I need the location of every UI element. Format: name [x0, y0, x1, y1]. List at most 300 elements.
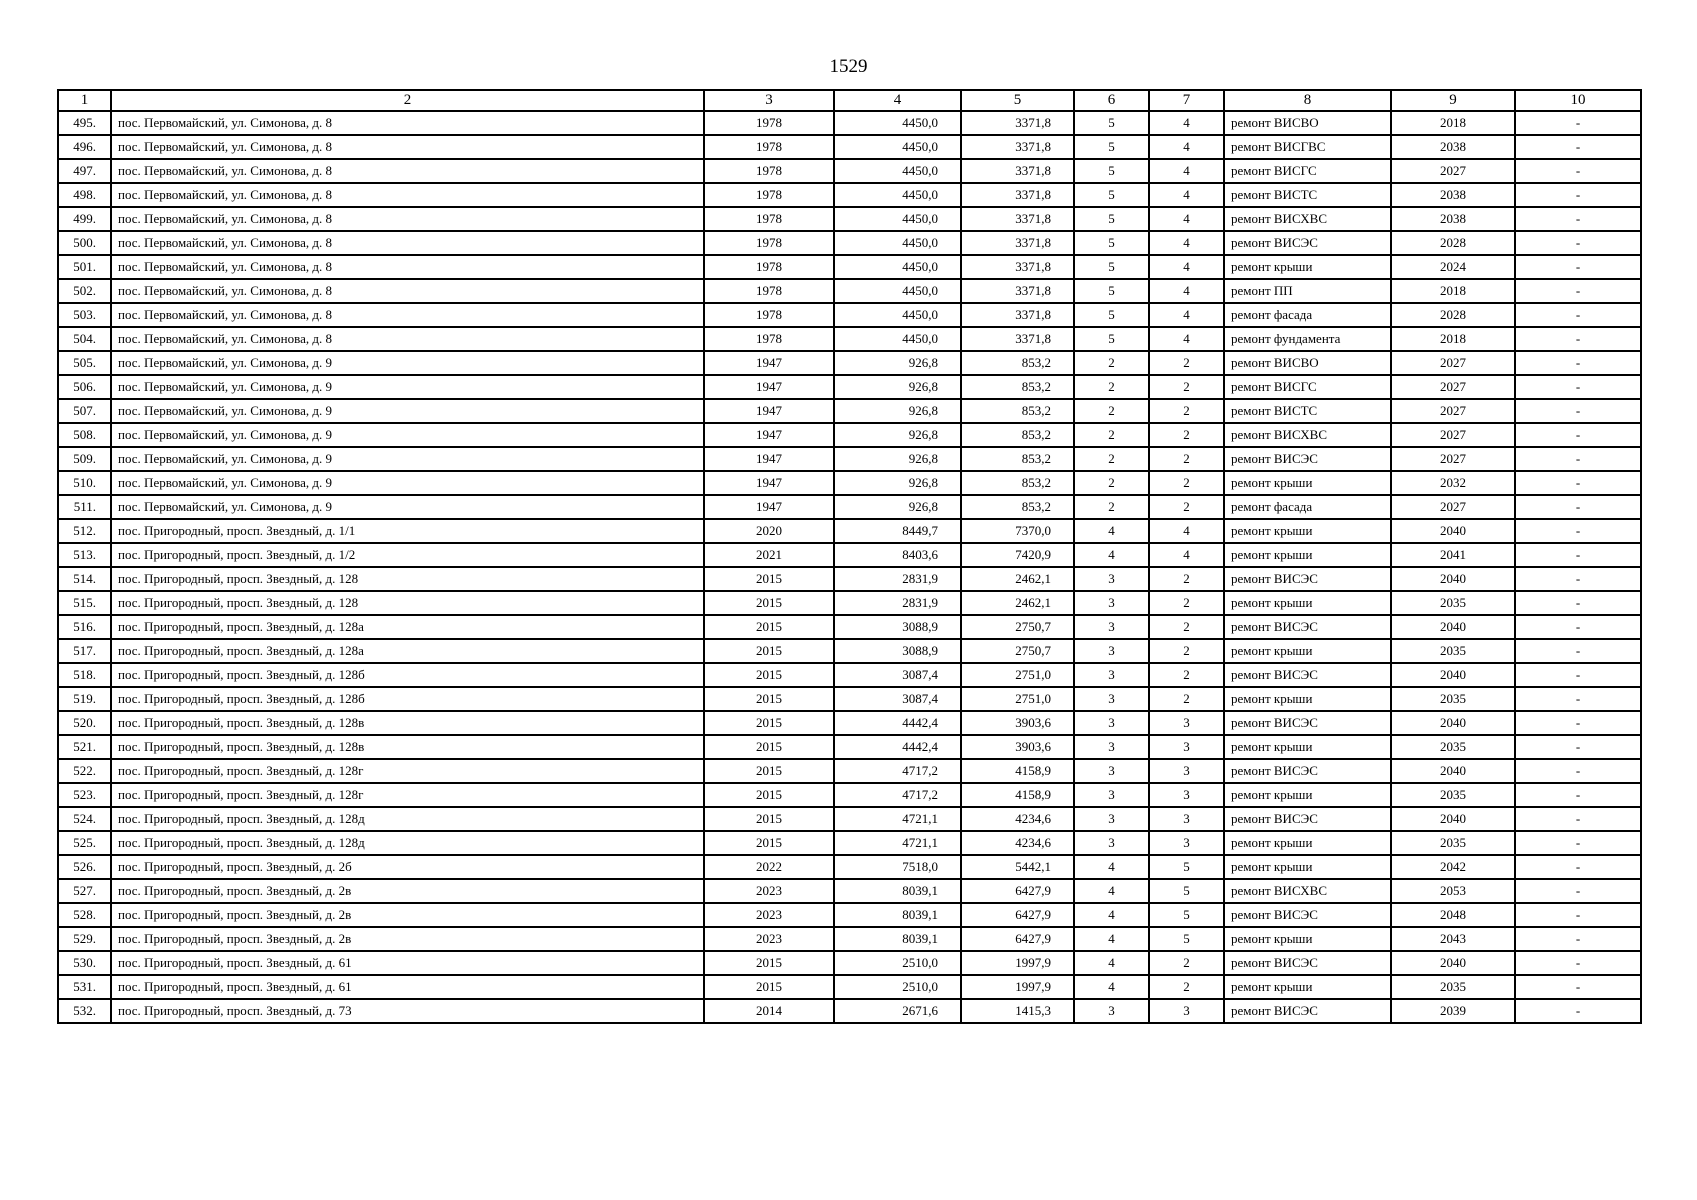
living-area-cell: 4234,6 — [961, 807, 1074, 831]
note-cell: - — [1515, 615, 1641, 639]
address-cell: пос. Первомайский, ул. Симонова, д. 8 — [111, 159, 704, 183]
floors-cell: 4 — [1074, 903, 1149, 927]
work-type-cell: ремонт крыши — [1224, 927, 1391, 951]
entrances-cell: 5 — [1149, 927, 1224, 951]
living-area-cell: 3371,8 — [961, 231, 1074, 255]
entrances-cell: 4 — [1149, 519, 1224, 543]
row-number-cell: 512. — [58, 519, 111, 543]
table-row — [58, 591, 1641, 615]
row-number-cell: 504. — [58, 327, 111, 351]
row-number-cell: 514. — [58, 567, 111, 591]
entrances-cell: 2 — [1149, 615, 1224, 639]
planned-year-cell: 2027 — [1391, 159, 1515, 183]
work-type-cell: ремонт ВИСЭС — [1224, 447, 1391, 471]
total-area-cell: 4450,0 — [834, 207, 961, 231]
page-number: 1529 — [829, 56, 868, 77]
note-cell: - — [1515, 783, 1641, 807]
header-cell: 9 — [1391, 90, 1515, 111]
row-number-cell: 508. — [58, 423, 111, 447]
table-row — [58, 375, 1641, 399]
entrances-cell: 4 — [1149, 327, 1224, 351]
living-area-cell: 1997,9 — [961, 951, 1074, 975]
floors-cell: 3 — [1074, 567, 1149, 591]
entrances-cell: 4 — [1149, 279, 1224, 303]
table-row — [58, 783, 1641, 807]
header-cell: 6 — [1074, 90, 1149, 111]
entrances-cell: 2 — [1149, 639, 1224, 663]
floors-cell: 3 — [1074, 711, 1149, 735]
total-area-cell: 4450,0 — [834, 303, 961, 327]
planned-year-cell: 2040 — [1391, 711, 1515, 735]
row-number-cell: 526. — [58, 855, 111, 879]
row-number-cell: 498. — [58, 183, 111, 207]
work-type-cell: ремонт крыши — [1224, 471, 1391, 495]
year-cell: 1978 — [704, 111, 834, 135]
floors-cell: 4 — [1074, 855, 1149, 879]
table-row — [58, 687, 1641, 711]
entrances-cell: 2 — [1149, 951, 1224, 975]
planned-year-cell: 2027 — [1391, 399, 1515, 423]
living-area-cell: 2751,0 — [961, 663, 1074, 687]
entrances-cell: 5 — [1149, 903, 1224, 927]
row-number-cell: 530. — [58, 951, 111, 975]
total-area-cell: 926,8 — [834, 423, 961, 447]
living-area-cell: 3371,8 — [961, 159, 1074, 183]
work-type-cell: ремонт ВИСТС — [1224, 399, 1391, 423]
work-type-cell: ремонт ВИСГС — [1224, 159, 1391, 183]
total-area-cell: 2510,0 — [834, 975, 961, 999]
note-cell: - — [1515, 759, 1641, 783]
work-type-cell: ремонт крыши — [1224, 255, 1391, 279]
row-number-cell: 520. — [58, 711, 111, 735]
living-area-cell: 6427,9 — [961, 927, 1074, 951]
living-area-cell: 3903,6 — [961, 711, 1074, 735]
total-area-cell: 4717,2 — [834, 783, 961, 807]
entrances-cell: 2 — [1149, 567, 1224, 591]
floors-cell: 2 — [1074, 351, 1149, 375]
header-cell: 2 — [111, 90, 704, 111]
year-cell: 2021 — [704, 543, 834, 567]
table-row — [58, 663, 1641, 687]
planned-year-cell: 2035 — [1391, 831, 1515, 855]
total-area-cell: 3087,4 — [834, 663, 961, 687]
planned-year-cell: 2048 — [1391, 903, 1515, 927]
table-row — [58, 927, 1641, 951]
year-cell: 2020 — [704, 519, 834, 543]
total-area-cell: 926,8 — [834, 351, 961, 375]
planned-year-cell: 2043 — [1391, 927, 1515, 951]
floors-cell: 5 — [1074, 279, 1149, 303]
entrances-cell: 5 — [1149, 855, 1224, 879]
floors-cell: 3 — [1074, 591, 1149, 615]
floors-cell: 4 — [1074, 543, 1149, 567]
address-cell: пос. Первомайский, ул. Симонова, д. 9 — [111, 423, 704, 447]
planned-year-cell: 2040 — [1391, 567, 1515, 591]
work-type-cell: ремонт ВИСЭС — [1224, 903, 1391, 927]
work-type-cell: ремонт крыши — [1224, 591, 1391, 615]
note-cell: - — [1515, 519, 1641, 543]
year-cell: 1947 — [704, 495, 834, 519]
year-cell: 1978 — [704, 183, 834, 207]
planned-year-cell: 2032 — [1391, 471, 1515, 495]
address-cell: пос. Первомайский, ул. Симонова, д. 9 — [111, 471, 704, 495]
planned-year-cell: 2018 — [1391, 279, 1515, 303]
year-cell: 2015 — [704, 759, 834, 783]
table-row — [58, 519, 1641, 543]
row-number-cell: 507. — [58, 399, 111, 423]
note-cell: - — [1515, 687, 1641, 711]
living-area-cell: 853,2 — [961, 351, 1074, 375]
floors-cell: 5 — [1074, 111, 1149, 135]
row-number-cell: 523. — [58, 783, 111, 807]
floors-cell: 5 — [1074, 207, 1149, 231]
address-cell: пос. Пригородный, просп. Звездный, д. 128 — [111, 567, 704, 591]
floors-cell: 5 — [1074, 255, 1149, 279]
year-cell: 1978 — [704, 327, 834, 351]
total-area-cell: 8403,6 — [834, 543, 961, 567]
living-area-cell: 1415,3 — [961, 999, 1074, 1023]
floors-cell: 3 — [1074, 807, 1149, 831]
note-cell: - — [1515, 879, 1641, 903]
address-cell: пос. Пригородный, просп. Звездный, д. 128б — [111, 687, 704, 711]
note-cell: - — [1515, 543, 1641, 567]
entrances-cell: 5 — [1149, 879, 1224, 903]
entrances-cell: 4 — [1149, 111, 1224, 135]
living-area-cell: 3371,8 — [961, 183, 1074, 207]
note-cell: - — [1515, 111, 1641, 135]
entrances-cell: 4 — [1149, 231, 1224, 255]
address-cell: пос. Пригородный, просп. Звездный, д. 61 — [111, 951, 704, 975]
total-area-cell: 2831,9 — [834, 567, 961, 591]
living-area-cell: 853,2 — [961, 447, 1074, 471]
living-area-cell: 3371,8 — [961, 255, 1074, 279]
table-row — [58, 567, 1641, 591]
address-cell: пос. Пригородный, просп. Звездный, д. 1/1 — [111, 519, 704, 543]
row-number-cell: 510. — [58, 471, 111, 495]
total-area-cell: 8039,1 — [834, 927, 961, 951]
address-cell: пос. Первомайский, ул. Симонова, д. 9 — [111, 447, 704, 471]
entrances-cell: 3 — [1149, 783, 1224, 807]
row-number-cell: 509. — [58, 447, 111, 471]
row-number-cell: 529. — [58, 927, 111, 951]
planned-year-cell: 2035 — [1391, 639, 1515, 663]
address-cell: пос. Пригородный, просп. Звездный, д. 128д — [111, 807, 704, 831]
floors-cell: 3 — [1074, 663, 1149, 687]
floors-cell: 2 — [1074, 399, 1149, 423]
table-row — [58, 159, 1641, 183]
work-type-cell: ремонт фасада — [1224, 303, 1391, 327]
work-type-cell: ремонт ВИСХВС — [1224, 879, 1391, 903]
total-area-cell: 2510,0 — [834, 951, 961, 975]
table-row — [58, 183, 1641, 207]
work-type-cell: ремонт крыши — [1224, 687, 1391, 711]
floors-cell: 5 — [1074, 231, 1149, 255]
table-row — [58, 495, 1641, 519]
planned-year-cell: 2027 — [1391, 447, 1515, 471]
entrances-cell: 4 — [1149, 159, 1224, 183]
year-cell: 1978 — [704, 255, 834, 279]
address-cell: пос. Пригородный, просп. Звездный, д. 128г — [111, 783, 704, 807]
living-area-cell: 3371,8 — [961, 207, 1074, 231]
living-area-cell: 3371,8 — [961, 135, 1074, 159]
year-cell: 1978 — [704, 207, 834, 231]
address-cell: пос. Первомайский, ул. Симонова, д. 8 — [111, 255, 704, 279]
work-type-cell: ремонт крыши — [1224, 831, 1391, 855]
row-number-cell: 511. — [58, 495, 111, 519]
row-number-cell: 531. — [58, 975, 111, 999]
row-number-cell: 496. — [58, 135, 111, 159]
table-row — [58, 231, 1641, 255]
work-type-cell: ремонт ВИСЭС — [1224, 663, 1391, 687]
year-cell: 2015 — [704, 951, 834, 975]
table-row — [58, 351, 1641, 375]
row-number-cell: 499. — [58, 207, 111, 231]
address-cell: пос. Первомайский, ул. Симонова, д. 9 — [111, 375, 704, 399]
total-area-cell: 4450,0 — [834, 111, 961, 135]
total-area-cell: 3088,9 — [834, 615, 961, 639]
total-area-cell: 4450,0 — [834, 159, 961, 183]
note-cell: - — [1515, 975, 1641, 999]
entrances-cell: 2 — [1149, 423, 1224, 447]
table-row — [58, 399, 1641, 423]
address-cell: пос. Пригородный, просп. Звездный, д. 128в — [111, 711, 704, 735]
work-type-cell: ремонт ВИСЭС — [1224, 711, 1391, 735]
entrances-cell: 3 — [1149, 831, 1224, 855]
living-area-cell: 2462,1 — [961, 591, 1074, 615]
address-cell: пос. Первомайский, ул. Симонова, д. 8 — [111, 303, 704, 327]
address-cell: пос. Пригородный, просп. Звездный, д. 73 — [111, 999, 704, 1023]
year-cell: 2022 — [704, 855, 834, 879]
address-cell: пос. Первомайский, ул. Симонова, д. 9 — [111, 399, 704, 423]
planned-year-cell: 2027 — [1391, 495, 1515, 519]
planned-year-cell: 2035 — [1391, 735, 1515, 759]
planned-year-cell: 2027 — [1391, 375, 1515, 399]
address-cell: пос. Первомайский, ул. Симонова, д. 8 — [111, 207, 704, 231]
table-row — [58, 975, 1641, 999]
work-type-cell: ремонт ВИСЭС — [1224, 999, 1391, 1023]
total-area-cell: 8039,1 — [834, 879, 961, 903]
note-cell: - — [1515, 591, 1641, 615]
planned-year-cell: 2040 — [1391, 519, 1515, 543]
total-area-cell: 2831,9 — [834, 591, 961, 615]
total-area-cell: 926,8 — [834, 375, 961, 399]
table-row — [58, 951, 1641, 975]
note-cell: - — [1515, 735, 1641, 759]
living-area-cell: 3371,8 — [961, 303, 1074, 327]
note-cell: - — [1515, 423, 1641, 447]
total-area-cell: 4721,1 — [834, 831, 961, 855]
floors-cell: 4 — [1074, 951, 1149, 975]
note-cell: - — [1515, 831, 1641, 855]
address-cell: пос. Пригородный, просп. Звездный, д. 61 — [111, 975, 704, 999]
living-area-cell: 4158,9 — [961, 759, 1074, 783]
floors-cell: 4 — [1074, 519, 1149, 543]
work-type-cell: ремонт ВИСГВС — [1224, 135, 1391, 159]
year-cell: 1978 — [704, 135, 834, 159]
planned-year-cell: 2042 — [1391, 855, 1515, 879]
year-cell: 2015 — [704, 639, 834, 663]
note-cell: - — [1515, 231, 1641, 255]
entrances-cell: 4 — [1149, 303, 1224, 327]
floors-cell: 4 — [1074, 927, 1149, 951]
total-area-cell: 7518,0 — [834, 855, 961, 879]
address-cell: пос. Пригородный, просп. Звездный, д. 128д — [111, 831, 704, 855]
address-cell: пос. Пригородный, просп. Звездный, д. 1/2 — [111, 543, 704, 567]
note-cell: - — [1515, 159, 1641, 183]
header-cell: 4 — [834, 90, 961, 111]
floors-cell: 2 — [1074, 423, 1149, 447]
planned-year-cell: 2040 — [1391, 615, 1515, 639]
row-number-cell: 495. — [58, 111, 111, 135]
work-type-cell: ремонт ВИСТС — [1224, 183, 1391, 207]
planned-year-cell: 2040 — [1391, 759, 1515, 783]
planned-year-cell: 2035 — [1391, 591, 1515, 615]
work-type-cell: ремонт ВИСВО — [1224, 111, 1391, 135]
total-area-cell: 926,8 — [834, 399, 961, 423]
living-area-cell: 853,2 — [961, 471, 1074, 495]
row-number-cell: 517. — [58, 639, 111, 663]
total-area-cell: 4442,4 — [834, 735, 961, 759]
work-type-cell: ремонт крыши — [1224, 975, 1391, 999]
year-cell: 2023 — [704, 927, 834, 951]
note-cell: - — [1515, 135, 1641, 159]
note-cell: - — [1515, 807, 1641, 831]
table-row — [58, 735, 1641, 759]
living-area-cell: 3903,6 — [961, 735, 1074, 759]
year-cell: 2015 — [704, 615, 834, 639]
living-area-cell: 2750,7 — [961, 615, 1074, 639]
total-area-cell: 8449,7 — [834, 519, 961, 543]
table-row — [58, 879, 1641, 903]
year-cell: 1978 — [704, 231, 834, 255]
year-cell: 1947 — [704, 471, 834, 495]
repair-schedule-table — [57, 89, 1642, 1024]
year-cell: 2014 — [704, 999, 834, 1023]
work-type-cell: ремонт ВИСЭС — [1224, 567, 1391, 591]
header-cell: 1 — [58, 90, 111, 111]
entrances-cell: 3 — [1149, 735, 1224, 759]
note-cell: - — [1515, 663, 1641, 687]
row-number-cell: 516. — [58, 615, 111, 639]
planned-year-cell: 2039 — [1391, 999, 1515, 1023]
address-cell: пос. Первомайский, ул. Симонова, д. 8 — [111, 135, 704, 159]
floors-cell: 3 — [1074, 783, 1149, 807]
entrances-cell: 2 — [1149, 975, 1224, 999]
total-area-cell: 4450,0 — [834, 255, 961, 279]
planned-year-cell: 2038 — [1391, 135, 1515, 159]
row-number-cell: 513. — [58, 543, 111, 567]
note-cell: - — [1515, 351, 1641, 375]
year-cell: 2015 — [704, 711, 834, 735]
row-number-cell: 519. — [58, 687, 111, 711]
living-area-cell: 853,2 — [961, 399, 1074, 423]
living-area-cell: 2751,0 — [961, 687, 1074, 711]
row-number-cell: 524. — [58, 807, 111, 831]
planned-year-cell: 2040 — [1391, 951, 1515, 975]
living-area-cell: 5442,1 — [961, 855, 1074, 879]
entrances-cell: 4 — [1149, 207, 1224, 231]
address-cell: пос. Пригородный, просп. Звездный, д. 2в — [111, 879, 704, 903]
address-cell: пос. Первомайский, ул. Симонова, д. 8 — [111, 279, 704, 303]
entrances-cell: 4 — [1149, 183, 1224, 207]
address-cell: пос. Первомайский, ул. Симонова, д. 8 — [111, 111, 704, 135]
address-cell: пос. Первомайский, ул. Симонова, д. 8 — [111, 183, 704, 207]
row-number-cell: 505. — [58, 351, 111, 375]
address-cell: пос. Пригородный, просп. Звездный, д. 128г — [111, 759, 704, 783]
address-cell: пос. Пригородный, просп. Звездный, д. 128 — [111, 591, 704, 615]
table-row — [58, 471, 1641, 495]
note-cell: - — [1515, 951, 1641, 975]
total-area-cell: 926,8 — [834, 495, 961, 519]
floors-cell: 3 — [1074, 831, 1149, 855]
table-row — [58, 831, 1641, 855]
address-cell: пос. Пригородный, просп. Звездный, д. 2б — [111, 855, 704, 879]
table-row — [58, 327, 1641, 351]
table-body — [58, 111, 1641, 1023]
floors-cell: 3 — [1074, 687, 1149, 711]
total-area-cell: 926,8 — [834, 447, 961, 471]
work-type-cell: ремонт ВИСЭС — [1224, 951, 1391, 975]
table-row — [58, 759, 1641, 783]
floors-cell: 3 — [1074, 615, 1149, 639]
work-type-cell: ремонт ВИСЭС — [1224, 615, 1391, 639]
entrances-cell: 2 — [1149, 495, 1224, 519]
row-number-cell: 525. — [58, 831, 111, 855]
note-cell: - — [1515, 327, 1641, 351]
table-row — [58, 615, 1641, 639]
year-cell: 1978 — [704, 279, 834, 303]
living-area-cell: 6427,9 — [961, 903, 1074, 927]
work-type-cell: ремонт ВИСЭС — [1224, 231, 1391, 255]
row-number-cell: 501. — [58, 255, 111, 279]
table-row — [58, 639, 1641, 663]
note-cell: - — [1515, 639, 1641, 663]
year-cell: 1978 — [704, 159, 834, 183]
entrances-cell: 2 — [1149, 375, 1224, 399]
total-area-cell: 4717,2 — [834, 759, 961, 783]
year-cell: 2023 — [704, 879, 834, 903]
year-cell: 2015 — [704, 807, 834, 831]
year-cell: 2023 — [704, 903, 834, 927]
work-type-cell: ремонт крыши — [1224, 783, 1391, 807]
entrances-cell: 2 — [1149, 399, 1224, 423]
address-cell: пос. Пригородный, просп. Звездный, д. 128а — [111, 615, 704, 639]
planned-year-cell: 2028 — [1391, 231, 1515, 255]
living-area-cell: 853,2 — [961, 423, 1074, 447]
living-area-cell: 2462,1 — [961, 567, 1074, 591]
table-row — [58, 711, 1641, 735]
note-cell: - — [1515, 447, 1641, 471]
note-cell: - — [1515, 711, 1641, 735]
note-cell: - — [1515, 903, 1641, 927]
planned-year-cell: 2038 — [1391, 183, 1515, 207]
header-cell: 3 — [704, 90, 834, 111]
work-type-cell: ремонт ВИСЭС — [1224, 759, 1391, 783]
table-row — [58, 255, 1641, 279]
entrances-cell: 3 — [1149, 807, 1224, 831]
floors-cell: 5 — [1074, 135, 1149, 159]
work-type-cell: ремонт ВИСХВС — [1224, 207, 1391, 231]
floors-cell: 4 — [1074, 975, 1149, 999]
row-number-cell: 532. — [58, 999, 111, 1023]
work-type-cell: ремонт крыши — [1224, 543, 1391, 567]
total-area-cell: 4442,4 — [834, 711, 961, 735]
table-row — [58, 207, 1641, 231]
living-area-cell: 3371,8 — [961, 327, 1074, 351]
table-row — [58, 423, 1641, 447]
row-number-cell: 503. — [58, 303, 111, 327]
note-cell: - — [1515, 375, 1641, 399]
